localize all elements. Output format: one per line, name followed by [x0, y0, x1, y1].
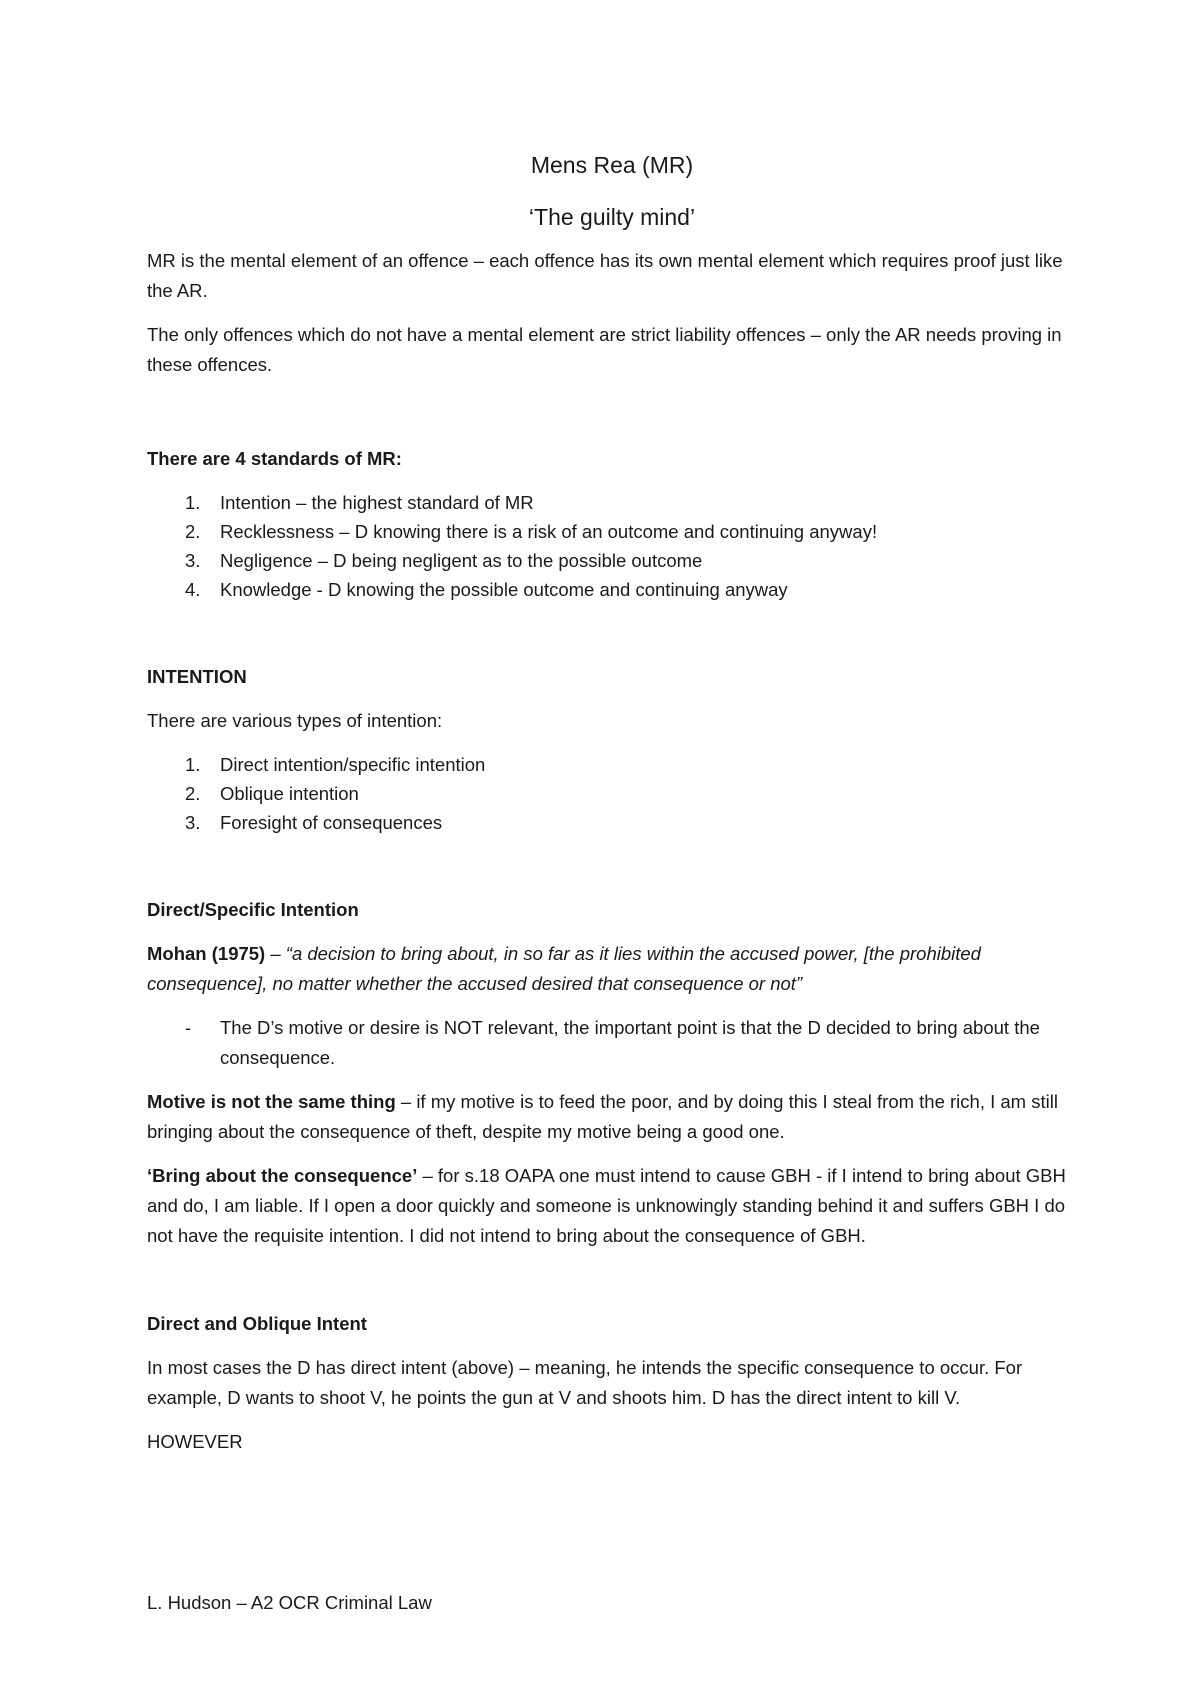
motive-lead: Motive is not the same thing: [147, 1091, 396, 1112]
page-subtitle: ‘The guilty mind’: [528, 204, 696, 230]
list-item-text: Recklessness – D knowing there is a risk of an outcome and continuing anyway!: [220, 521, 878, 542]
list-item: 3. Negligence – D being negligent as to the possible outcome: [185, 550, 703, 571]
list-item-text: The D’s motive or desire is NOT relevant, the important point is that the D decided to bring about the consequence.: [220, 1017, 1040, 1068]
list-item: - The D’s motive or desire is NOT relevant, the important point is that the D decided to bring about the consequence.: [185, 1017, 1040, 1068]
intention-list: [147, 750, 1077, 837]
page-title: Mens Rea (MR): [530, 152, 694, 178]
list-item-text: Direct intention/specific intention: [220, 754, 486, 775]
list-item: 4. Knowledge - D knowing the possible outcome and continuing anyway: [185, 579, 788, 600]
page-content: [147, 150, 1077, 1471]
intention-heading: INTENTION: [147, 666, 247, 687]
page-footer: L. Hudson – A2 OCR Criminal Law: [147, 1592, 432, 1613]
intention-lead: There are various types of intention:: [147, 710, 443, 731]
case-separator: –: [265, 943, 286, 964]
intro-paragraph: MR is the mental element of an offence – each offence has its own mental element which requires proof just like the AR.: [147, 250, 1063, 301]
motive-paragraph: [147, 1087, 1077, 1147]
list-item: 2. Oblique intention: [185, 783, 359, 804]
list-item-text: Oblique intention: [220, 783, 359, 804]
bring-about-paragraph: [147, 1161, 1077, 1251]
motive-text: – if my motive is to feed the poor, and by doing this I steal from the rich, I am still bringing about the consequence of theft, despite my motive being a good one.: [147, 1091, 1058, 1142]
bring-about-text: – for s.18 OAPA one must intend to cause GBH - if I intend to bring about GBH and do, I am liable. If I open a door quickly and someone is unknowingly standing behind it and suffers GBH I do not have the requisite intention. I did not intend to bring about the consequence of GBH.: [147, 1165, 1066, 1246]
list-item: 2. Recklessness – D knowing there is a risk of an outcome and continuing anyway!: [185, 521, 878, 542]
list-item: 3. Foresight of consequences: [185, 812, 443, 833]
list-item: 1. Direct intention/specific intention: [185, 754, 486, 775]
list-item: 1. Intention – the highest standard of MR: [185, 492, 534, 513]
case-name: Mohan (1975): [147, 943, 266, 964]
direct-oblique-paragraph: In most cases the D has direct intent (above) – meaning, he intends the specific consequence to occur. For example, D wants to shoot V, he points the gun at V and shoots him. D has the direct intent to kill V.: [147, 1357, 1023, 1408]
dash-list: [147, 1013, 1077, 1073]
list-item-text: Negligence – D being negligent as to the possible outcome: [220, 550, 703, 571]
however-text: HOWEVER: [147, 1431, 243, 1452]
intro-paragraph: The only offences which do not have a mental element are strict liability offences – only the AR needs proving in these offences.: [147, 324, 1062, 375]
case-quote: “a decision to bring about, in so far as it lies within the accused power, [the prohibited consequence], no matter whether the accused desired that consequence or not”: [147, 943, 981, 994]
standards-heading: There are 4 standards of MR:: [147, 448, 402, 469]
bring-about-lead: ‘Bring about the consequence’: [147, 1165, 418, 1186]
list-item-text: Knowledge - D knowing the possible outcome and continuing anyway: [220, 579, 788, 600]
mohan-case-paragraph: [147, 939, 1077, 999]
list-item-text: Foresight of consequences: [220, 812, 443, 833]
direct-oblique-heading: Direct and Oblique Intent: [147, 1313, 367, 1334]
direct-specific-heading: Direct/Specific Intention: [147, 899, 359, 920]
standards-list: [147, 488, 1077, 604]
list-item-text: Intention – the highest standard of MR: [220, 492, 534, 513]
